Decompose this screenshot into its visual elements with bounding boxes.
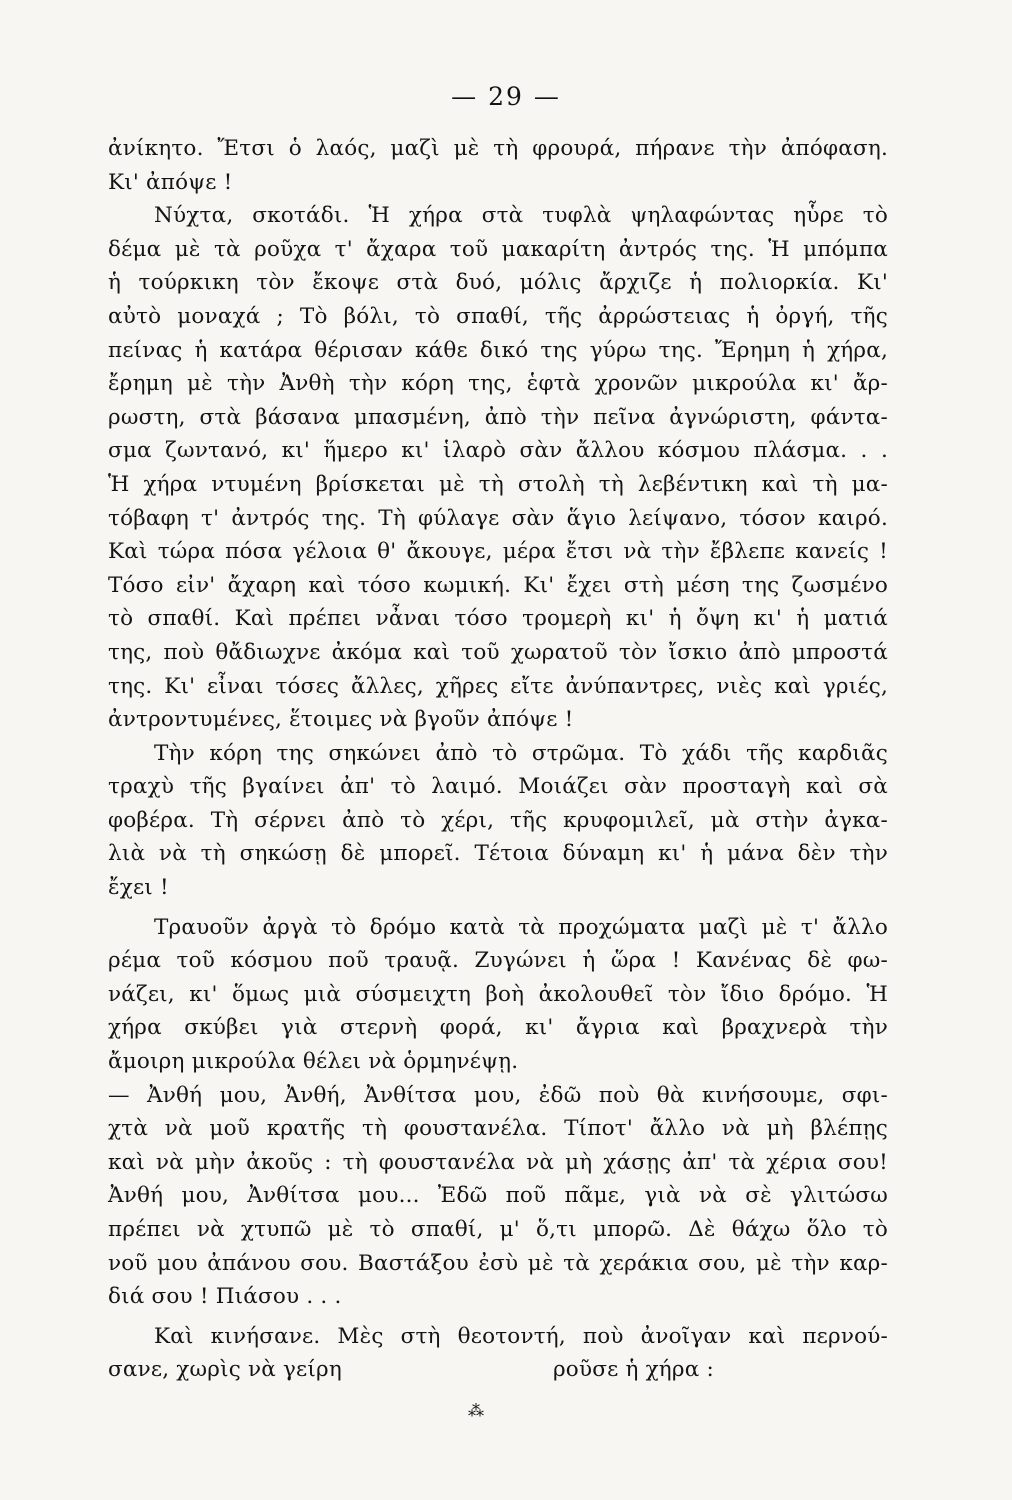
text-line: ρέμα τοῦ κόσμου ποῦ τραυᾷ. Ζυγώνει ἡ ὥρα ! Κανένας δὲ φω- <box>108 948 888 974</box>
text-line: ἔρημη μὲ τὴν Ἀνθὴ τὴν κόρη της, ἑφτὰ χρονῶν μικρούλα κι' ἄρ- <box>108 371 888 397</box>
text-line: καὶ νὰ μὴν ἀκοῦς : τὴ φουστανέλα νὰ μὴ χάσῃς ἀπ' τὰ χέρια σου! <box>108 1149 888 1175</box>
text-line: ρωστη, στὰ βάσανα μπασμένη, ἀπὸ τὴν πεῖνα ἀγνώριστη, φάντα- <box>108 404 888 430</box>
text-line: ἄμοιρη μικρούλα θέλει νὰ ὁρμηνέψῃ. <box>108 1049 519 1075</box>
text-line: φοβέρα. Τὴ σέρνει ἀπὸ τὸ χέρι, τῆς κρυφομιλεῖ, μὰ στὴν ἀγκα- <box>108 807 888 833</box>
text-line: Τὴν κόρη της σηκώνει ἀπὸ τὸ στρῶμα. Τὸ χάδι τῆς καρδιᾶς <box>154 740 888 766</box>
text-line: Τραυοῦν ἀργὰ τὸ δρόμο κατὰ τὰ προχώματα μαζὶ μὲ τ' ἄλλο <box>154 914 888 940</box>
text-line: χτὰ νὰ μοῦ κρατῆς τὴ φουστανέλα. Τίποτ' ἄλλο νὰ μὴ βλέπῃς <box>108 1116 888 1142</box>
text-line: ἀνίκητο. Ἔτσι ὁ λαός, μαζὶ μὲ τὴ φρουρά, πήρανε τὴν ἀπόφαση. <box>108 136 888 161</box>
body-text <box>108 132 888 1387</box>
page-number: — 29 — <box>451 82 561 111</box>
text-line: χήρα σκύβει γιὰ στερνὴ φορά, κι' ἄγρια καὶ βραχνερὰ τὴν <box>108 1015 888 1041</box>
text-line: πείνας ἡ κατάρα θέρισαν κάθε δικό της γύρω της. Ἔρημη ἡ χήρα, <box>108 337 888 363</box>
text-line: ἔχει ! <box>108 875 169 901</box>
text-line: Ἡ χήρα ντυμένη βρίσκεται μὲ τὴ στολὴ τὴ λεβέντικη καὶ τὴ μα- <box>108 471 888 497</box>
text-line: πρέπει νὰ χτυπῶ μὲ τὸ σπαθί, μ' ὅ,τι μπορῶ. Δὲ θάχω ὅλο τὸ <box>108 1217 888 1242</box>
text-line: σμα ζωντανό, κι' ἥμερο κι' ἱλαρὸ σὰν ἄλλου κόσμου πλάσμα. . . <box>108 438 888 464</box>
text-line: ἡ τούρκικη τὸν ἔκοψε στὰ δυό, μόλις ἄρχιζε ἡ πολιορκία. Κι' <box>108 270 888 296</box>
text-line: ἀντροντυμένες, ἕτοιμες νὰ βγοῦν ἀπόψε ! <box>108 707 574 733</box>
text-line: διά σου ! Πιάσου . . . <box>108 1284 342 1310</box>
text-line: Κι' ἀπόψε ! <box>108 169 233 195</box>
text-line: Καὶ κινήσανε. Μὲς στὴ θεοτοντή, ποὺ ἀνοῖγαν καὶ περνού- <box>154 1323 888 1349</box>
text-line: νοῦ μου ἀπάνου σου. Βαστάξου ἐσὺ μὲ τὰ χεράκια σου, μὲ τὴν καρ- <box>108 1250 888 1276</box>
text-line: αὐτὸ μοναχά ; Τὸ βόλι, τὸ σπαθί, τῆς ἀρρώστειας ἡ ὀργή, τῆς <box>108 303 888 329</box>
text-line: της, ποὺ θἄδιωχνε ἀκόμα καὶ τοῦ χωρατοῦ τὸν ἴσκιο ἀπὸ μπροστά <box>108 639 888 665</box>
text-line: δέμα μὲ τὰ ροῦχα τ' ἄχαρα τοῦ μακαρίτη ἀντρός της. Ἡ μπόμπα <box>108 236 888 262</box>
text-line: τὸ σπαθί. Καὶ πρέπει νἆναι τόσο τρομερὴ κι' ἡ ὄψη κι' ἡ ματιά <box>108 606 888 632</box>
text-line: Νύχτα, σκοτάδι. Ἡ χήρα στὰ τυφλὰ ψηλαφώντας ηὗρε τὸ <box>154 203 888 229</box>
text-line: Καὶ τώρα πόσα γέλοια θ' ἄκουγε, μέρα ἔτσι νὰ τὴν ἔβλεπε κανείς ! <box>108 539 888 565</box>
section-ornament: ⁂ <box>468 1401 484 1420</box>
text-line: τραχὺ τῆς βγαίνει ἀπ' τὸ λαιμό. Μοιάζει σὰν προσταγὴ καὶ σὰ <box>108 774 888 800</box>
text-line: — Ἀνθή μου, Ἀνθή, Ἀνθίτσα μου, ἐδῶ ποὺ θὰ κινήσουμε, σφι- <box>108 1082 888 1108</box>
text-line: σανε, χωρὶς νὰ γείρη ροῦσε ἡ χήρα : <box>108 1357 714 1383</box>
text-line: Τόσο εἰν' ἄχαρη καὶ τόσο κωμική. Κι' ἔχει στὴ μέση της ζωσμένο <box>108 572 888 598</box>
text-line: λιὰ νὰ τὴ σηκώσῃ δὲ μπορεῖ. Τέτοια δύναμη κι' ἡ μάνα δὲν τὴν <box>108 841 888 867</box>
text-line: τόβαφη τ' ἀντρός της. Τὴ φύλαγε σὰν ἅγιο λείψανο, τόσον καιρό. <box>108 505 888 531</box>
text-line: της. Κι' εἶναι τόσες ἄλλες, χῆρες εἴτε ἀνύπαντρες, νιὲς καὶ γριές, <box>108 673 888 699</box>
text-line: νάζει, κι' ὅμως μιὰ σύσμειχτη βοὴ ἀκολουθεῖ τὸν ἴδιο δρόμο. Ἡ <box>108 981 888 1007</box>
text-line: Ἀνθή μου, Ἀνθίτσα μου... Ἐδῶ ποῦ πᾶμε, γιὰ νὰ σὲ γλιτώσω <box>108 1183 888 1209</box>
